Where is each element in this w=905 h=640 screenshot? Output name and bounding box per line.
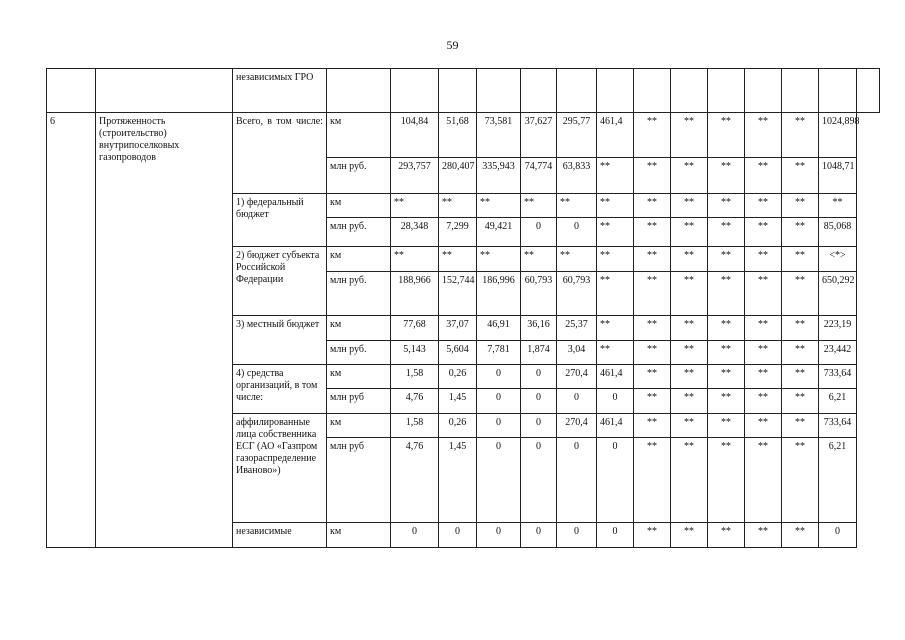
table-cell: ** — [634, 341, 671, 365]
table-cell: ** — [782, 218, 819, 247]
table-cell: ** — [819, 194, 857, 218]
table-cell — [327, 69, 391, 113]
table-cell: ** — [671, 218, 708, 247]
table-cell: 733,64 — [819, 414, 857, 438]
table-cell: ** — [708, 272, 745, 316]
table-cell: 293,757 — [391, 158, 439, 194]
table-cell: 73,581 — [477, 113, 521, 158]
table-cell: ** — [634, 438, 671, 523]
table-cell: 0 — [557, 218, 597, 247]
table-cell: ** — [782, 389, 819, 414]
table-cell: ** — [634, 113, 671, 158]
table-cell: ** — [708, 438, 745, 523]
table-cell: млн руб — [327, 438, 391, 523]
table-cell: 1048,71 — [819, 158, 857, 194]
table-cell — [439, 69, 477, 113]
table-cell: ** — [439, 247, 477, 272]
table-cell: Всего, в том числе: — [233, 113, 327, 194]
table-cell: млн руб. — [327, 341, 391, 365]
table-cell: ** — [745, 414, 782, 438]
table-cell: 49,421 — [477, 218, 521, 247]
table-cell: ** — [597, 316, 634, 341]
table-cell: ** — [708, 365, 745, 389]
table-cell — [477, 69, 521, 113]
table-cell: 280,407 — [439, 158, 477, 194]
table-cell: ** — [634, 523, 671, 548]
table-cell: 1,45 — [439, 389, 477, 414]
table-cell: аффилированные лица собственника ЕСГ (АО «Газпром газораспределение Иваново») — [233, 414, 327, 523]
table-cell: ** — [782, 194, 819, 218]
table-cell: ** — [782, 113, 819, 158]
table-cell: 5,604 — [439, 341, 477, 365]
table-cell — [857, 69, 880, 113]
table-cell: ** — [634, 247, 671, 272]
table-cell: км — [327, 247, 391, 272]
table-cell: 152,744 — [439, 272, 477, 316]
table-cell: ** — [671, 414, 708, 438]
table-cell — [708, 69, 745, 113]
table-cell: 0,26 — [439, 414, 477, 438]
table-cell: 6,21 — [819, 438, 857, 523]
table-cell: 104,84 — [391, 113, 439, 158]
table-cell: ** — [708, 523, 745, 548]
table-cell: ** — [597, 194, 634, 218]
table-cell: ** — [671, 365, 708, 389]
table-cell: 0 — [477, 414, 521, 438]
table-cell: ** — [745, 272, 782, 316]
table-cell: 46,91 — [477, 316, 521, 341]
table-cell: ** — [782, 523, 819, 548]
table-cell: ** — [671, 341, 708, 365]
table-cell: ** — [745, 438, 782, 523]
table-cell: 186,996 — [477, 272, 521, 316]
table-cell: км — [327, 414, 391, 438]
table-cell: ** — [634, 365, 671, 389]
table-cell: 25,37 — [557, 316, 597, 341]
page-number: 59 — [446, 38, 459, 52]
table-cell: ** — [745, 389, 782, 414]
table-cell: ** — [782, 247, 819, 272]
table-cell: 0 — [557, 523, 597, 548]
table-cell: 6 — [47, 113, 96, 548]
table-cell: 270,4 — [557, 414, 597, 438]
table-cell: ** — [708, 414, 745, 438]
table-cell: 1,58 — [391, 414, 439, 438]
table-cell: ** — [634, 158, 671, 194]
table-cell: ** — [782, 365, 819, 389]
table-cell: 51,68 — [439, 113, 477, 158]
table-cell: ** — [557, 194, 597, 218]
table-cell: 4,76 — [391, 389, 439, 414]
table-cell: ** — [521, 247, 557, 272]
table-cell: 0 — [477, 438, 521, 523]
table-cell: ** — [597, 341, 634, 365]
table-cell: 270,4 — [557, 365, 597, 389]
table-cell: ** — [745, 194, 782, 218]
table-cell — [47, 69, 96, 113]
table-cell: ** — [708, 218, 745, 247]
table-cell: ** — [708, 316, 745, 341]
table-cell: 85,068 — [819, 218, 857, 247]
table-cell: 733,64 — [819, 365, 857, 389]
table-cell: 223,19 — [819, 316, 857, 341]
table-cell — [782, 69, 819, 113]
table-cell: 7,781 — [477, 341, 521, 365]
table-cell: ** — [477, 194, 521, 218]
table-cell: 23,442 — [819, 341, 857, 365]
table-cell: 0 — [439, 523, 477, 548]
table-cell: ** — [597, 272, 634, 316]
table-cell: 6,21 — [819, 389, 857, 414]
table-cell: 650,292 — [819, 272, 857, 316]
table-cell: 1,58 — [391, 365, 439, 389]
table-cell: 0 — [521, 414, 557, 438]
table-cell: ** — [597, 247, 634, 272]
table-cell: ** — [391, 247, 439, 272]
table-cell: 5,143 — [391, 341, 439, 365]
table-row — [47, 113, 880, 158]
table-body — [47, 69, 880, 548]
table-cell: 0 — [597, 523, 634, 548]
table-cell: км — [327, 316, 391, 341]
table-cell — [557, 69, 597, 113]
table-cell: 461,4 — [597, 414, 634, 438]
table-cell: км — [327, 523, 391, 548]
table-cell: 1024,898 — [819, 113, 857, 158]
table-cell: ** — [597, 158, 634, 194]
table-cell: км — [327, 113, 391, 158]
table-cell: ** — [782, 341, 819, 365]
table-cell: ** — [745, 523, 782, 548]
table-cell: 0 — [391, 523, 439, 548]
table-cell: 0 — [597, 389, 634, 414]
table-cell: ** — [671, 438, 708, 523]
table-cell: 295,77 — [557, 113, 597, 158]
table-cell: 0 — [477, 389, 521, 414]
table-cell: ** — [782, 414, 819, 438]
table-cell — [671, 69, 708, 113]
table-cell: ** — [671, 113, 708, 158]
table-cell — [745, 69, 782, 113]
table-cell: 0 — [521, 218, 557, 247]
table-cell: ** — [708, 113, 745, 158]
table-cell: 28,348 — [391, 218, 439, 247]
table-cell: ** — [708, 247, 745, 272]
table-cell: <*> — [819, 247, 857, 272]
table-cell: 60,793 — [521, 272, 557, 316]
table-cell: ** — [634, 194, 671, 218]
table-cell: ** — [745, 365, 782, 389]
table-cell: 3,04 — [557, 341, 597, 365]
table-cell: 77,68 — [391, 316, 439, 341]
table-cell: млн руб. — [327, 158, 391, 194]
table-cell: млн руб. — [327, 218, 391, 247]
table-row — [47, 69, 880, 113]
table-cell: ** — [782, 316, 819, 341]
table-cell: 0,26 — [439, 365, 477, 389]
table-cell: ** — [745, 158, 782, 194]
table-cell: 0 — [557, 389, 597, 414]
table-cell — [597, 69, 634, 113]
table-cell: 37,627 — [521, 113, 557, 158]
table-cell: 4) средства организаций, в том числе: — [233, 365, 327, 414]
table-cell: 1) федеральный бюджет — [233, 194, 327, 247]
table-cell: 0 — [477, 523, 521, 548]
table-cell: 37,07 — [439, 316, 477, 341]
table-cell: 0 — [597, 438, 634, 523]
table-cell: км — [327, 194, 391, 218]
table-cell: ** — [671, 389, 708, 414]
table-cell: ** — [634, 218, 671, 247]
table-cell: ** — [745, 113, 782, 158]
table-cell: ** — [708, 158, 745, 194]
table-cell: ** — [439, 194, 477, 218]
table-cell: 1,874 — [521, 341, 557, 365]
table-cell — [819, 69, 857, 113]
table-cell: 60,793 — [557, 272, 597, 316]
table-cell: 74,774 — [521, 158, 557, 194]
table-cell: ** — [782, 272, 819, 316]
table-cell: ** — [745, 247, 782, 272]
table-cell: млн руб. — [327, 272, 391, 316]
table-cell: независимые — [233, 523, 327, 548]
table-cell: ** — [671, 158, 708, 194]
table-cell: ** — [634, 389, 671, 414]
table-cell: ** — [745, 218, 782, 247]
table-cell: ** — [671, 523, 708, 548]
table-cell: 4,76 — [391, 438, 439, 523]
table-cell — [391, 69, 439, 113]
table-cell: 7,299 — [439, 218, 477, 247]
table-cell: 0 — [477, 365, 521, 389]
table-cell: ** — [782, 158, 819, 194]
table-cell: 461,4 — [597, 113, 634, 158]
table-cell: ** — [557, 247, 597, 272]
table-cell: ** — [745, 316, 782, 341]
table-cell: 0 — [521, 438, 557, 523]
table-cell: ** — [477, 247, 521, 272]
table-cell: 461,4 — [597, 365, 634, 389]
table-cell: независимых ГРО — [233, 69, 327, 113]
table-cell — [96, 69, 233, 113]
data-table — [46, 68, 880, 548]
table-cell: ** — [708, 341, 745, 365]
table-cell: ** — [671, 247, 708, 272]
table-cell: ** — [745, 341, 782, 365]
table-cell: 0 — [557, 438, 597, 523]
table-cell — [521, 69, 557, 113]
table-cell: ** — [708, 194, 745, 218]
table-cell — [634, 69, 671, 113]
table-cell: км — [327, 365, 391, 389]
table-cell: млн руб — [327, 389, 391, 414]
table-cell: 0 — [521, 389, 557, 414]
table-cell: ** — [521, 194, 557, 218]
table-cell: ** — [708, 389, 745, 414]
table-cell: ** — [634, 272, 671, 316]
table-cell: ** — [634, 316, 671, 341]
table-cell: 0 — [521, 365, 557, 389]
table-cell: Протяженность (строительство) внутрипоселковых газопроводов — [96, 113, 233, 548]
table-cell: ** — [671, 316, 708, 341]
table-cell: 63,833 — [557, 158, 597, 194]
table-cell: ** — [782, 438, 819, 523]
table-cell: ** — [671, 194, 708, 218]
table-cell: 2) бюджет субъекта Российской Федерации — [233, 247, 327, 316]
table-cell: 188,966 — [391, 272, 439, 316]
table-cell: ** — [597, 218, 634, 247]
table-cell: ** — [671, 272, 708, 316]
table-cell: 36,16 — [521, 316, 557, 341]
table-cell: 1,45 — [439, 438, 477, 523]
table-cell: 0 — [521, 523, 557, 548]
table-cell: 3) местный бюджет — [233, 316, 327, 365]
table-cell: ** — [634, 414, 671, 438]
table-cell: ** — [391, 194, 439, 218]
table-cell: 335,943 — [477, 158, 521, 194]
table-cell: 0 — [819, 523, 857, 548]
